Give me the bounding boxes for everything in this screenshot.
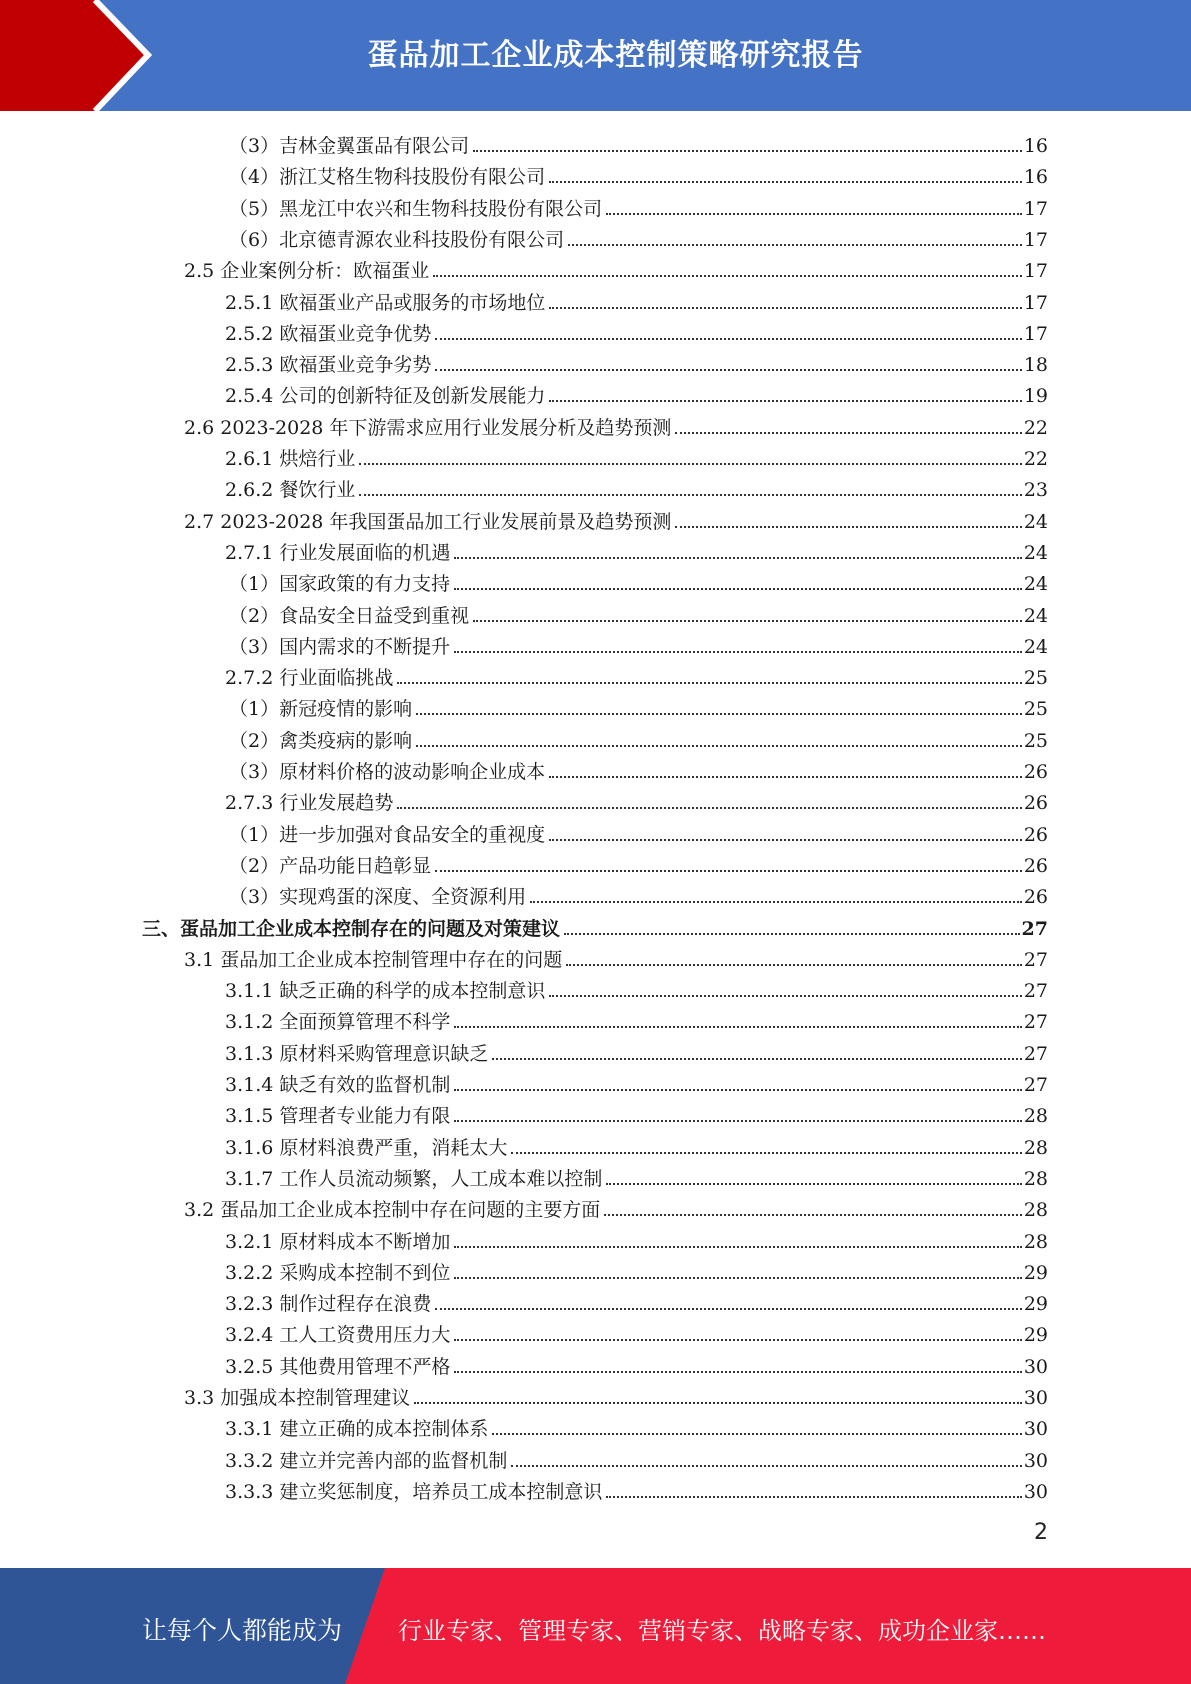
toc-dot-leader <box>435 338 1021 340</box>
toc-entry-page: 22 <box>1023 448 1048 470</box>
toc-entry-label: 3.1 蛋品加工企业成本控制管理中存在的问题 <box>184 948 563 971</box>
toc-entry-page: 29 <box>1023 1324 1048 1347</box>
toc-entry[interactable] <box>142 910 1048 941</box>
toc-entry-label: 3.2.1 原材料成本不断增加 <box>225 1230 451 1253</box>
toc-entry-label: （2）产品功能日趋彰显 <box>229 854 432 877</box>
toc-entry-label: （3）实现鸡蛋的深度、全资源利用 <box>229 886 527 909</box>
toc-entry[interactable] <box>225 1316 1048 1347</box>
toc-entry-label: 2.6.2 餐饮行业 <box>225 479 356 502</box>
toc-dot-leader <box>435 1308 1021 1310</box>
toc-entry-page: 17 <box>1023 322 1048 345</box>
toc-entry-page: 27 <box>1021 917 1048 940</box>
toc-entry-page: 28 <box>1023 1105 1048 1128</box>
toc-entry-page: 27 <box>1023 1011 1048 1034</box>
toc-entry-page: 28 <box>1023 1230 1048 1253</box>
toc-entry[interactable] <box>229 127 1048 158</box>
footer-slogan-left: 让每个人都能成为 <box>142 1616 343 1645</box>
toc-entry[interactable] <box>229 690 1048 721</box>
toc-dot-leader <box>397 807 1021 809</box>
toc-entry[interactable] <box>225 1410 1048 1441</box>
toc-dot-leader <box>606 1496 1021 1498</box>
toc-entry-label: （1）新冠疫情的影响 <box>229 698 413 721</box>
toc-entry-page: 19 <box>1023 385 1048 408</box>
toc-dot-leader <box>359 494 1021 496</box>
toc-entry-page: 30 <box>1023 1449 1048 1472</box>
toc-entry-label: 3.3 加强成本控制管理建议 <box>184 1387 411 1409</box>
toc-dot-leader <box>454 588 1022 590</box>
toc-entry-label: 3.2.4 工人工资费用压力大 <box>225 1324 451 1347</box>
toc-entry[interactable] <box>225 1348 1048 1379</box>
toc-entry[interactable] <box>225 1129 1048 1160</box>
toc-entry[interactable] <box>229 221 1048 252</box>
toc-entry[interactable] <box>225 377 1048 408</box>
toc-entry-label: 3.1.5 管理者专业能力有限 <box>225 1105 451 1128</box>
toc-entry-label: （5）黑龙江中农兴和生物科技股份有限公司 <box>229 197 603 220</box>
toc-entry[interactable] <box>225 1003 1048 1034</box>
toc-entry-page: 17 <box>1023 291 1048 314</box>
toc-entry-page: 30 <box>1023 1480 1048 1503</box>
toc-dot-leader <box>473 150 1022 152</box>
toc-entry[interactable] <box>184 1379 1048 1410</box>
toc-dot-leader <box>454 1371 1021 1373</box>
toc-entry-page: 25 <box>1023 667 1048 690</box>
page-footer <box>0 1568 1191 1684</box>
toc-dot-leader <box>414 1402 1022 1404</box>
toc-entry-page: 27 <box>1023 1042 1048 1065</box>
toc-entry[interactable] <box>225 284 1048 315</box>
toc-dot-leader <box>492 1058 1021 1060</box>
toc-entry[interactable] <box>229 565 1048 596</box>
toc-entry[interactable] <box>184 503 1048 534</box>
toc-dot-leader <box>454 1120 1021 1122</box>
toc-entry-page: 28 <box>1023 1136 1048 1159</box>
toc-entry-page: 26 <box>1023 792 1048 815</box>
toc-entry-label: 2.6.1 烘焙行业 <box>225 448 356 470</box>
toc-entry-page: 24 <box>1023 510 1048 533</box>
toc-entry[interactable] <box>225 1160 1048 1191</box>
toc-entry-label: 2.6 2023-2028 年下游需求应用行业发展分析及趋势预测 <box>184 416 672 439</box>
toc-dot-leader <box>549 400 1021 402</box>
toc-entry[interactable] <box>229 753 1048 784</box>
toc-entry-label: （4）浙江艾格生物科技股份有限公司 <box>229 166 546 189</box>
toc-dot-leader <box>564 933 1020 935</box>
toc-entry-label: （3）国内需求的不断提升 <box>229 635 451 658</box>
toc-entry-page: 26 <box>1023 823 1048 846</box>
toc-entry[interactable] <box>184 941 1048 972</box>
toc-entry-label: 3.2.2 采购成本控制不到位 <box>225 1261 451 1284</box>
toc-entry[interactable] <box>225 315 1048 346</box>
toc-dot-leader <box>454 1277 1021 1279</box>
toc-dot-leader <box>454 1246 1021 1248</box>
toc-entry[interactable] <box>184 1191 1048 1222</box>
toc-entry[interactable] <box>225 534 1048 565</box>
footer-slogan-right: 行业专家、管理专家、营销专家、战略专家、成功企业家…… <box>398 1617 1046 1645</box>
toc-entry-label: （2）禽类疫病的影响 <box>229 729 413 752</box>
toc-entry-page: 30 <box>1023 1355 1048 1378</box>
toc-entry[interactable] <box>225 1442 1048 1473</box>
toc-entry-page: 28 <box>1023 1199 1048 1222</box>
toc-entry-page: 16 <box>1023 135 1048 157</box>
toc-dot-leader <box>549 776 1022 778</box>
toc-dot-leader <box>435 870 1022 872</box>
toc-entry-label: 2.5.3 欧福蛋业竞争劣势 <box>225 354 432 377</box>
toc-entry-label: 3.3.3 建立奖惩制度，培养员工成本控制意识 <box>225 1480 603 1503</box>
toc-dot-leader <box>397 682 1021 684</box>
toc-entry-page: 25 <box>1023 729 1048 752</box>
toc-entry-label: 2.7.1 行业发展面临的机遇 <box>225 541 451 564</box>
toc-dot-leader <box>606 1183 1021 1185</box>
toc-entry-page: 17 <box>1023 260 1048 283</box>
toc-entry-label: （3）吉林金翼蛋品有限公司 <box>229 135 470 157</box>
toc-entry-page: 30 <box>1023 1418 1048 1441</box>
toc-dot-leader <box>549 995 1021 997</box>
toc-entry[interactable] <box>229 158 1048 189</box>
toc-entry-label: （1）国家政策的有力支持 <box>229 573 451 596</box>
toc-entry-page: 27 <box>1023 948 1048 971</box>
toc-entry-label: 2.5.4 公司的创新特征及创新发展能力 <box>225 385 546 408</box>
toc-entry-label: 2.7.2 行业面临挑战 <box>225 667 394 690</box>
toc-entry-label: 3.1.6 原材料浪费严重，消耗太大 <box>225 1136 508 1159</box>
toc-dot-leader <box>675 432 1021 434</box>
toc-entry[interactable] <box>225 1223 1048 1254</box>
toc-entry-page: 28 <box>1023 1167 1048 1190</box>
toc-entry[interactable] <box>225 1285 1048 1316</box>
toc-dot-leader <box>492 1433 1021 1435</box>
toc-dot-leader <box>359 463 1021 465</box>
toc-dot-leader <box>511 1152 1021 1154</box>
report-title: 蛋品加工企业成本控制策略研究报告 <box>367 38 864 73</box>
toc-entry[interactable] <box>229 628 1048 659</box>
toc-entry-label: （6）北京德青源农业科技股份有限公司 <box>229 228 565 251</box>
toc-entry-label: 2.5 企业案例分析：欧福蛋业 <box>184 260 430 283</box>
toc-entry[interactable] <box>225 471 1048 502</box>
toc-entry[interactable] <box>225 1473 1048 1504</box>
toc-entry[interactable] <box>225 784 1048 815</box>
toc-entry-label: 2.5.2 欧福蛋业竞争优势 <box>225 322 432 345</box>
toc-entry-page: 29 <box>1023 1293 1048 1316</box>
toc-dot-leader <box>604 1214 1022 1216</box>
toc-entry-label: 3.2.5 其他费用管理不严格 <box>225 1355 451 1378</box>
toc-entry-page: 23 <box>1023 479 1048 502</box>
toc-entry-label: 2.7.3 行业发展趋势 <box>225 792 394 815</box>
toc-entry-label: 3.3.1 建立正确的成本控制体系 <box>225 1418 489 1441</box>
toc-dot-leader <box>454 557 1021 559</box>
toc-entry-page: 27 <box>1023 980 1048 1003</box>
toc-entry-page: 24 <box>1023 573 1048 596</box>
toc-dot-leader <box>549 839 1022 841</box>
toc-entry-label: 3.2 蛋品加工企业成本控制中存在问题的主要方面 <box>184 1199 601 1222</box>
toc-entry[interactable] <box>225 1097 1048 1128</box>
toc-entry-page: 22 <box>1023 416 1048 439</box>
toc-entry-label: （1）进一步加强对食品安全的重视度 <box>229 823 546 846</box>
toc-entry-page: 27 <box>1023 1074 1048 1096</box>
toc-dot-leader <box>435 369 1021 371</box>
toc-dot-leader <box>416 745 1022 747</box>
toc-dot-leader <box>606 213 1022 215</box>
toc-entry-label: 3.1.2 全面预算管理不科学 <box>225 1011 451 1034</box>
page-header <box>0 0 1191 111</box>
toc-entry[interactable] <box>229 722 1048 753</box>
toc-entry-label: （2）食品安全日益受到重视 <box>229 604 470 627</box>
toc-dot-leader <box>511 1465 1021 1467</box>
toc-dot-leader <box>549 181 1022 183</box>
toc-entry[interactable] <box>229 847 1048 878</box>
toc-dot-leader <box>530 901 1022 903</box>
toc-entry[interactable] <box>229 816 1048 847</box>
toc-entry[interactable] <box>225 346 1048 377</box>
toc-entry-label: 3.1.3 原材料采购管理意识缺乏 <box>225 1042 489 1065</box>
toc-entry-page: 24 <box>1023 635 1048 658</box>
toc-entry-page: 26 <box>1023 886 1048 909</box>
toc-entry-page: 26 <box>1023 854 1048 877</box>
toc-dot-leader <box>454 1026 1021 1028</box>
toc-entry-label: 3.1.1 缺乏正确的科学的成本控制意识 <box>225 980 546 1003</box>
toc-entry[interactable] <box>225 440 1048 471</box>
toc-entry[interactable] <box>225 972 1048 1003</box>
toc-entry-label: （3）原材料价格的波动影响企业成本 <box>229 761 546 783</box>
toc-entry-label: 3.3.2 建立并完善内部的监督机制 <box>225 1449 508 1472</box>
toc-entry-label: 三、蛋品加工企业成本控制存在的问题及对策建议 <box>142 917 561 940</box>
toc-entry[interactable] <box>184 409 1048 440</box>
toc-dot-leader <box>454 1339 1021 1341</box>
toc-dot-leader <box>433 275 1022 277</box>
toc-entry-page: 26 <box>1023 761 1048 783</box>
toc-dot-leader <box>454 651 1022 653</box>
toc-entry-page: 16 <box>1023 166 1048 189</box>
toc-entry-page: 18 <box>1023 354 1048 377</box>
toc-dot-leader <box>675 526 1021 528</box>
toc-entry-page: 17 <box>1023 228 1048 251</box>
toc-entry-page: 30 <box>1023 1387 1048 1409</box>
toc-dot-leader <box>454 1089 1021 1091</box>
toc-entry-label: 3.1.7 工作人员流动频繁，人工成本难以控制 <box>225 1167 603 1190</box>
toc-entry-label: 2.7 2023-2028 年我国蛋品加工行业发展前景及趋势预测 <box>184 510 672 533</box>
toc-dot-leader <box>416 713 1022 715</box>
toc-entry[interactable] <box>225 1035 1048 1066</box>
toc-entry-label: 2.5.1 欧福蛋业产品或服务的市场地位 <box>225 291 546 314</box>
toc-entry[interactable] <box>225 659 1048 690</box>
toc-entry-label: 3.1.4 缺乏有效的监督机制 <box>225 1074 451 1096</box>
toc-entry-label: 3.2.3 制作过程存在浪费 <box>225 1293 432 1316</box>
toc-entry[interactable] <box>229 597 1048 628</box>
toc-dot-leader <box>473 620 1022 622</box>
toc-entry-page: 24 <box>1023 604 1048 627</box>
toc-entry-page: 24 <box>1023 541 1048 564</box>
toc-entry[interactable] <box>229 878 1048 909</box>
toc-dot-leader <box>568 244 1022 246</box>
toc-entry[interactable] <box>225 1066 1048 1097</box>
toc-entry-page: 25 <box>1023 698 1048 721</box>
page-number: 2 <box>1034 1520 1048 1545</box>
toc-entry[interactable] <box>225 1254 1048 1285</box>
toc-entry[interactable] <box>229 190 1048 221</box>
toc-dot-leader <box>566 964 1022 966</box>
toc-entry-page: 17 <box>1023 197 1048 220</box>
toc-dot-leader <box>549 307 1021 309</box>
toc-entry-page: 29 <box>1023 1261 1048 1284</box>
toc-entry[interactable] <box>184 252 1048 283</box>
